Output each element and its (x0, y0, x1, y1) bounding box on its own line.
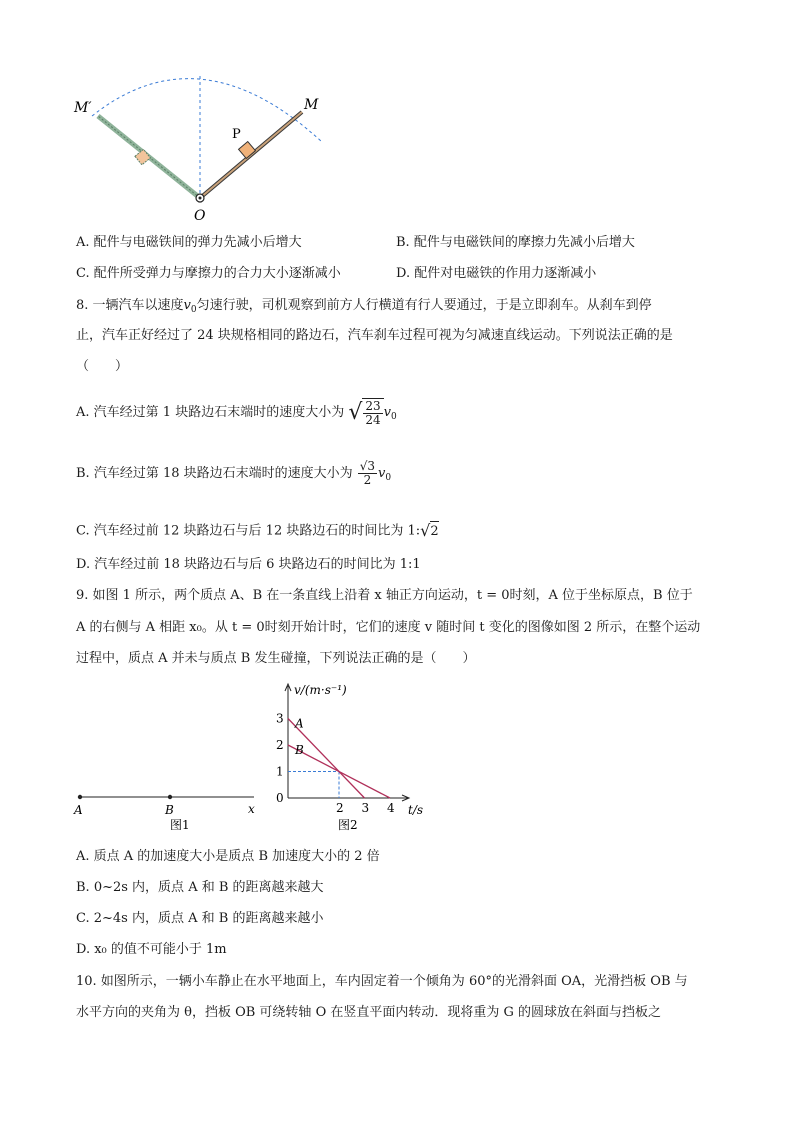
fig1-label-x: x (248, 802, 255, 816)
q9-stem-line2: A 的右侧与 A 相距 x₀。从 t = 0时刻开始计时，它们的速度 v 随时间 t 变化的图像如图 2 所示，在整个运动 (76, 620, 701, 635)
x-tick-label: 3 (361, 801, 370, 815)
point-a (78, 795, 82, 799)
point-b (168, 795, 172, 799)
x-tick-label: 4 (387, 801, 395, 815)
y-tick-label: 3 (276, 711, 284, 726)
q10-stem-line2: 水平方向的夹角为 θ，挡板 OB 可绕转轴 O 在竖直平面内转动．现将重为 G 的圆球放在斜面与挡板之 (76, 1005, 662, 1020)
q7-option-d: D. 配件对电磁铁的作用力逐渐减小 (396, 266, 597, 281)
label-p: P (232, 127, 241, 142)
fig1-label-b: B (165, 803, 174, 817)
label-m-prime: M′ (74, 100, 92, 116)
x-tick-label: 2 (336, 801, 344, 815)
q8-option-c: C. 汽车经过前 12 块路边石与后 12 块路边石的时间比为 1: √ 2 (76, 521, 439, 540)
q9-figure2-chart (266, 678, 436, 834)
block-left (135, 149, 150, 164)
q9-stem-line3: 过程中，质点 A 并未与质点 B 发生碰撞，下列说法正确的是（ ） (76, 651, 476, 666)
y-tick-label: 2 (276, 738, 284, 752)
q9-option-c: C. 2~4s 内，质点 A 和 B 的距离越来越小 (76, 911, 324, 926)
x-axis-label: t/s (408, 803, 424, 817)
fig1-caption: 图1 (170, 818, 190, 830)
q8-stem-line1: 8. 一辆汽车以速度$v_0$匀速行驶，司机观察到前方人行横道有行人要通过，于是立即刹车。从刹车到停 (76, 298, 652, 315)
q9-figure1 (66, 780, 266, 830)
series-label-a: A (295, 716, 304, 731)
q9-stem-line1: 9. 如图 1 所示，两个质点 A、B 在一条直线上沿着 x 轴正方向运动，t = 0时刻，A 位于坐标原点，B 位于 (76, 588, 693, 603)
series-label-b: B (295, 743, 304, 757)
q10-stem-line1: 10. 如图所示，一辆小车静止在水平地面上，车内固定着一个倾角为 60°的光滑斜面 OA，光滑挡板 OB 与 (76, 974, 688, 989)
q7-option-c: C. 配件所受弹力与摩擦力的合力大小逐渐减小 (76, 266, 341, 281)
dashed-arc (92, 79, 322, 142)
q9-option-a: A. 质点 A 的加速度大小是质点 B 加速度大小的 2 倍 (76, 849, 380, 864)
y-tick-label: 1 (276, 764, 284, 779)
fig1-label-a: A (74, 803, 83, 817)
q8-paren: （ ） (76, 359, 129, 374)
fig2-caption: 图2 (338, 818, 358, 832)
label-m: M (304, 97, 319, 113)
label-o: O (194, 208, 206, 224)
q8-option-a: A. 汽车经过第 1 块路边石末端时的速度大小为 √ $\frac{23}{24}$ $v_0$ (76, 399, 397, 427)
q8-option-d: D. 汽车经过前 18 块路边石与后 6 块路边石的时间比为 1:1 (76, 557, 421, 572)
q9-option-d: D. x₀ 的值不可能小于 1m (76, 942, 227, 957)
top-figure (60, 70, 350, 230)
q9-option-b: B. 0~2s 内，质点 A 和 B 的距离越来越大 (76, 880, 324, 895)
q8-stem-line2: 止，汽车正好经过了 24 块规格相同的路边石，汽车刹车过程可视为匀减速直线运动。下列说法正确的是 (76, 328, 673, 343)
y-axis-label: v/(m·s⁻¹) (294, 683, 347, 697)
q7-option-b: B. 配件与电磁铁间的摩擦力先减小后增大 (396, 235, 635, 250)
origin-label: 0 (276, 791, 284, 805)
q7-option-a: A. 配件与电磁铁间的弹力先减小后增大 (76, 235, 302, 250)
q8-option-b: B. 汽车经过第 18 块路边石末端时的速度大小为 $\frac{√3}{2}$ $v_0$ (76, 459, 392, 487)
